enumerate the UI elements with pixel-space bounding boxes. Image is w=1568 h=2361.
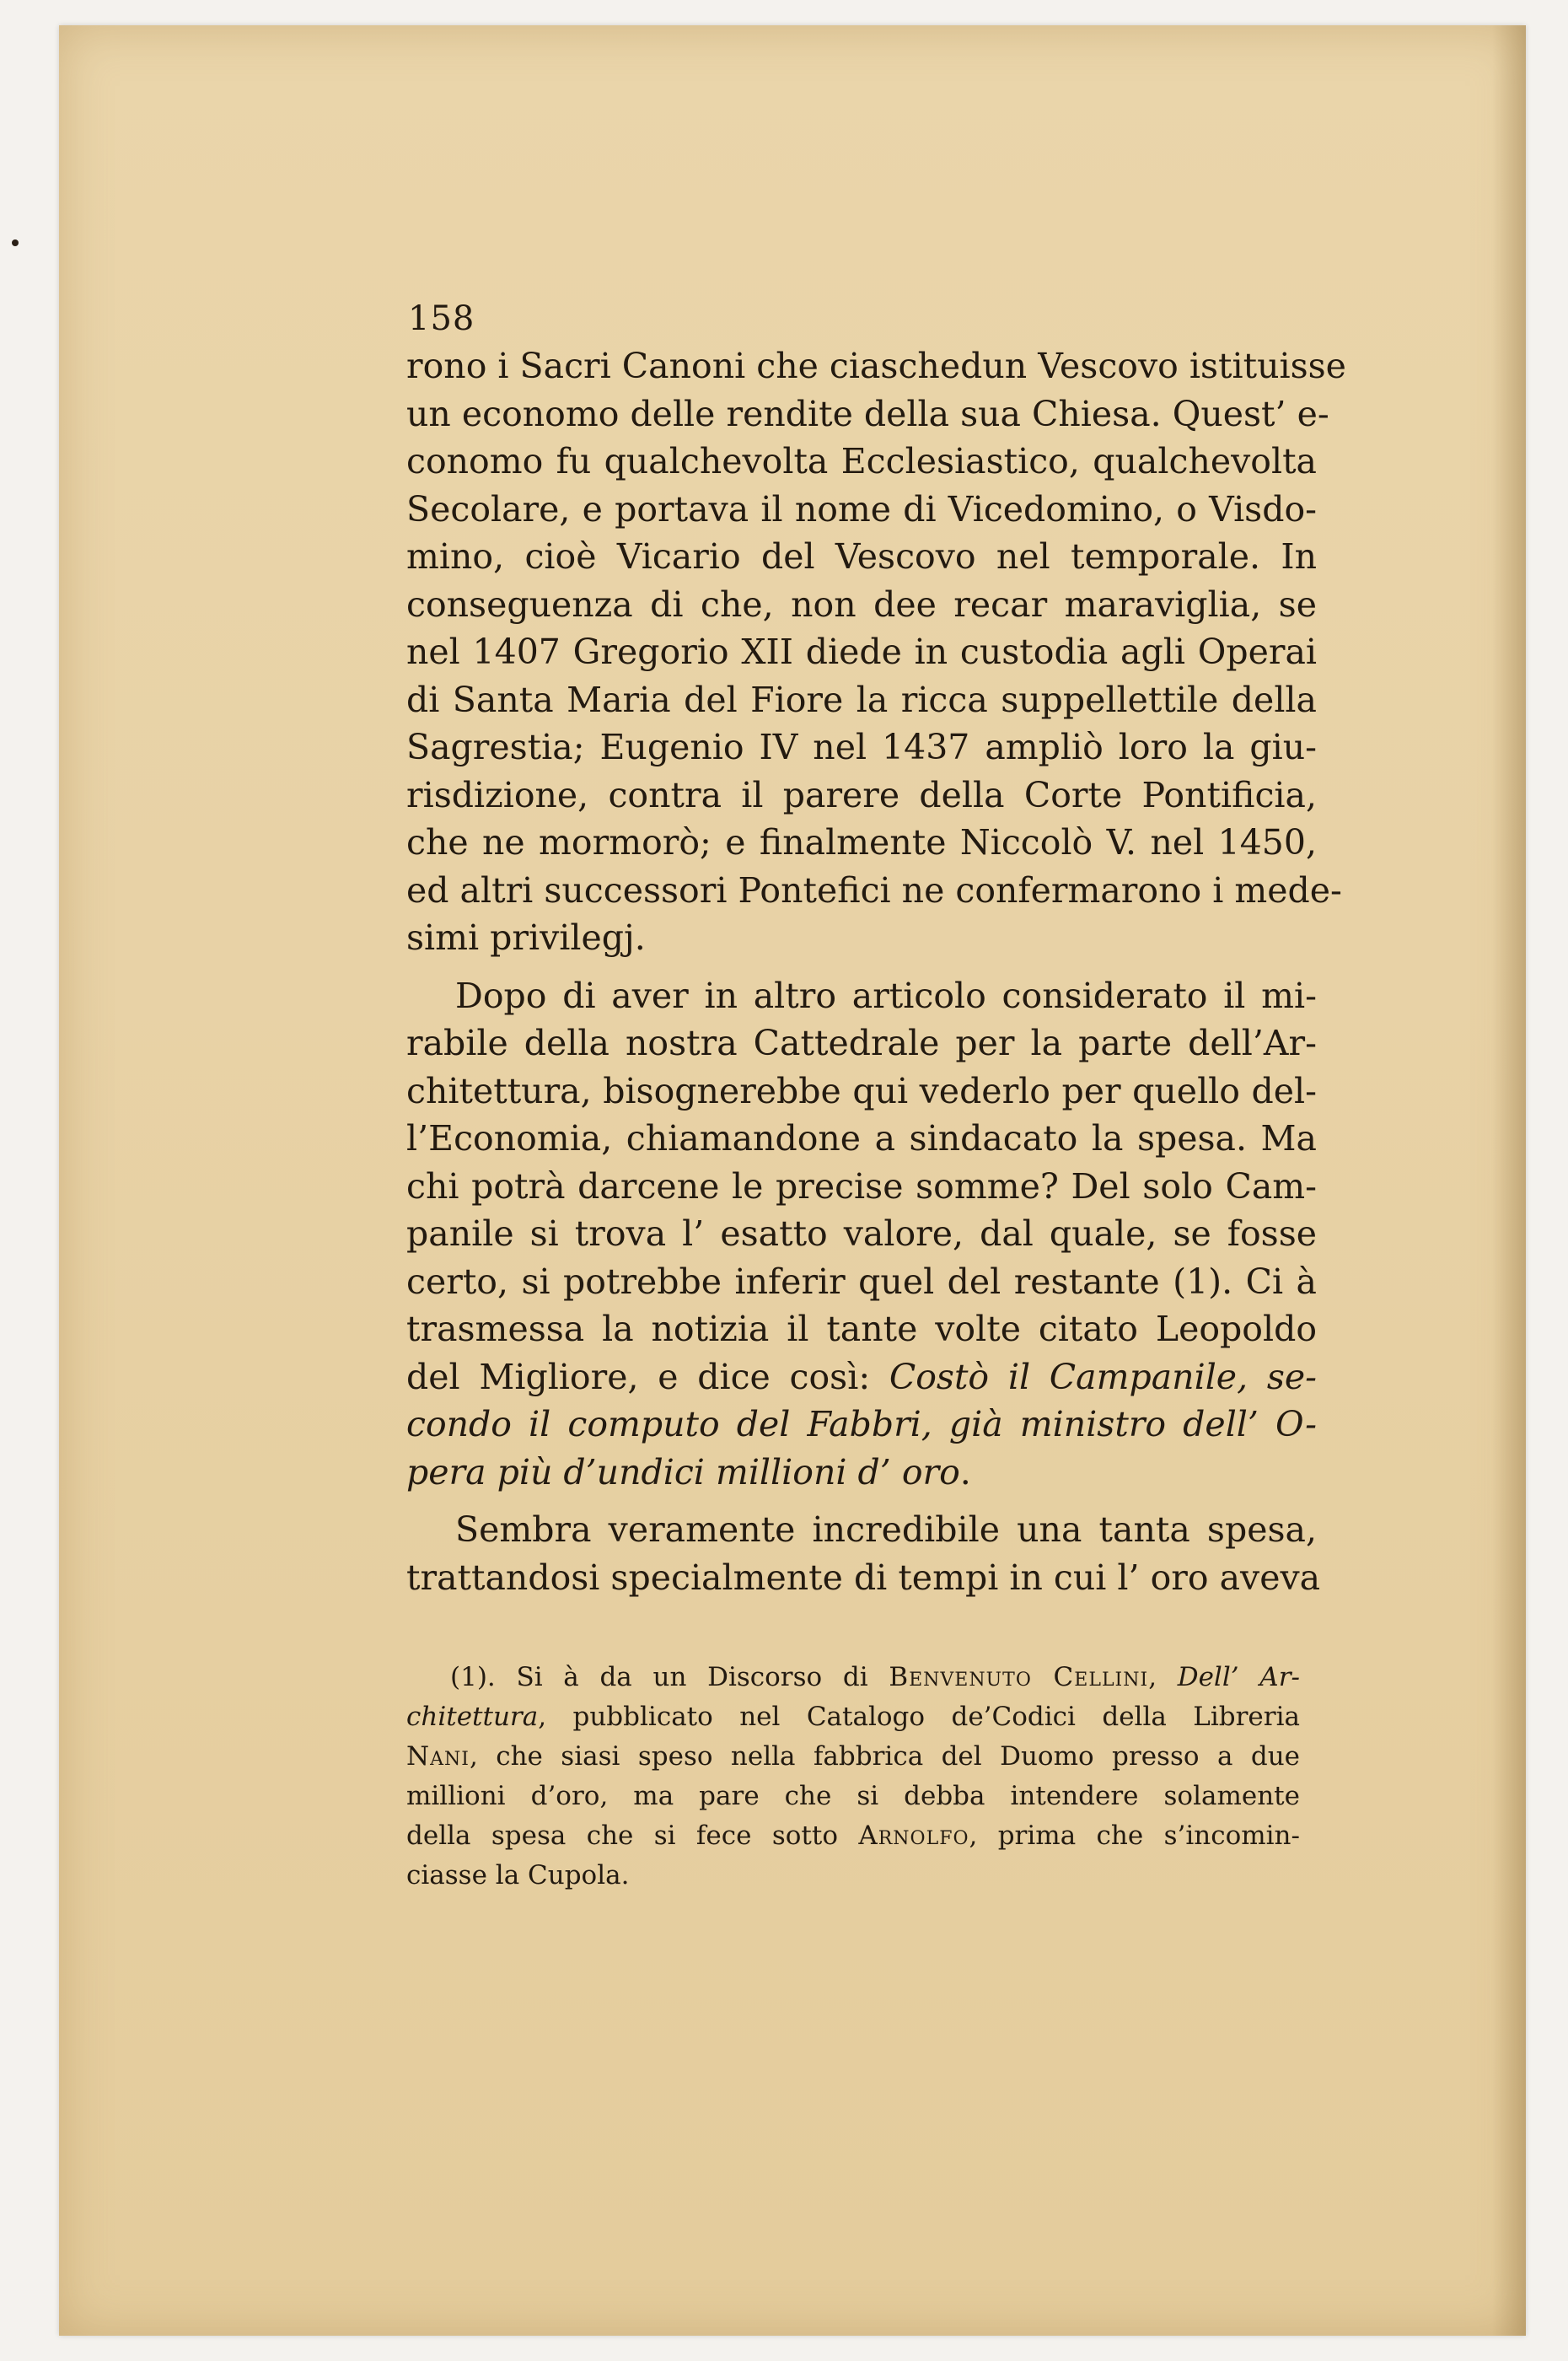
footnote-line-5-text: della spesa che si fece sotto [406, 1820, 859, 1851]
body-line-10: risdizione, contra il parere della Corte Pontificia, [406, 774, 1317, 815]
body-line-5: mino, cioè Vicario del Vescovo nel temporale. In [406, 536, 1317, 577]
footnote-title-part1: Dell’ Ar- [1177, 1662, 1300, 1692]
footnote-line-3 [406, 1737, 1300, 1777]
footnote-name-arnolfo: Arnolfo [858, 1820, 969, 1851]
page-edge-shadow [1492, 25, 1526, 2336]
footnote-line-4: millioni d’oro, ma pare che si debba intendere solamente [406, 1781, 1300, 1811]
quote-line-1-roman: del Migliore, e dice così: [406, 1356, 889, 1397]
quote-line-3-italic: pera più d’undici millioni d’ oro [406, 1451, 960, 1492]
footnote-line-1 [406, 1658, 1300, 1697]
quote-line-1 [406, 1353, 1317, 1401]
final-line-1: Sembra veramente incredibile una tanta spesa, [455, 1509, 1317, 1550]
footnote-line-2 [406, 1697, 1300, 1737]
footnote-comma: , [1148, 1662, 1178, 1692]
body-line-12: ed altri successori Pontefici ne confermarono i mede- [406, 869, 1342, 911]
ink-speck [12, 239, 19, 246]
footnote [406, 1658, 1300, 1896]
footnote-line-6: ciasse la Cupola. [406, 1860, 630, 1890]
body-line-7: nel 1407 Gregorio XII diede in custodia agli Operai [406, 632, 1317, 672]
body-line-9: Sagrestia; Eugenio IV nel 1437 ampliò loro la giu- [406, 727, 1317, 767]
body-line-21: trasmessa la notizia il tante volte citato Leopoldo [406, 1309, 1317, 1349]
footnote-line-5 [406, 1816, 1300, 1856]
body-line-20: certo, si potrebbe inferir quel del restante (1). Ci à [406, 1261, 1317, 1302]
quote-line-3-end: . [959, 1451, 971, 1492]
quote-line-3 [406, 1449, 1317, 1497]
footnote-name-cellini: Benvenuto Cellini [889, 1662, 1149, 1692]
body-line-15: rabile della nostra Cattedrale per la parte dell’Ar- [406, 1023, 1317, 1063]
body-line-19: panile si trova l’ esatto valore, dal quale, se fosse [406, 1213, 1317, 1254]
body-line-6: conseguenza di che, non dee recar maraviglia, se [406, 584, 1317, 625]
body-line-16: chitettura, bisognerebbe qui vederlo per quello del- [406, 1070, 1317, 1111]
final-line-2: trattandosi specialmente di tempi in cui l’ oro aveva [406, 1557, 1321, 1598]
body-line-1: rono i Sacri Canoni che ciaschedun Vescovo istituisse [406, 346, 1346, 386]
body-line-2: un economo delle rendite della sua Chiesa. Quest’ e- [406, 393, 1329, 434]
body-line-3: conomo fu qualchevolta Ecclesiastico, qualchevolta [406, 441, 1317, 481]
body-line-11: che ne mormorò; e finalmente Niccolò V. nel 1450, [406, 822, 1317, 863]
quote-line-1-italic: Costò il Campanile, se- [889, 1356, 1317, 1397]
quote-line-2: condo il computo del Fabbri, già ministro dell’ O- [406, 1404, 1317, 1444]
main-text [406, 295, 1346, 1601]
footnote-line-2-text: , pubblicato nel Catalogo de’Codici della Libreria [538, 1702, 1300, 1732]
body-line-14: Dopo di aver in altro articolo considerato il mi- [455, 975, 1317, 1016]
footnote-line-5-end: , prima che s’incomin- [969, 1820, 1300, 1851]
footnote-name-nani: Nani [406, 1741, 470, 1772]
body-line-17: l’Economia, chiamandone a sindacato la spesa. Ma [406, 1118, 1317, 1159]
body-line-8: di Santa Maria del Fiore la ricca suppellettile della [406, 679, 1317, 720]
body-line-4: Secolare, e portava il nome di Vicedomino, o Visdo- [406, 488, 1317, 530]
body-line-13: simi privilegj. [406, 917, 646, 958]
page-number: 158 [408, 299, 475, 338]
footnote-marker-text: (1). Si à da un Discorso di [450, 1662, 889, 1692]
footnote-line-3-text: , che siasi speso nella fabbrica del Duomo presso a due [469, 1741, 1300, 1772]
body-line-18: chi potrà darcene le precise somme? Del solo Cam- [406, 1165, 1317, 1207]
footnote-title-part2: chitettura [406, 1702, 539, 1732]
